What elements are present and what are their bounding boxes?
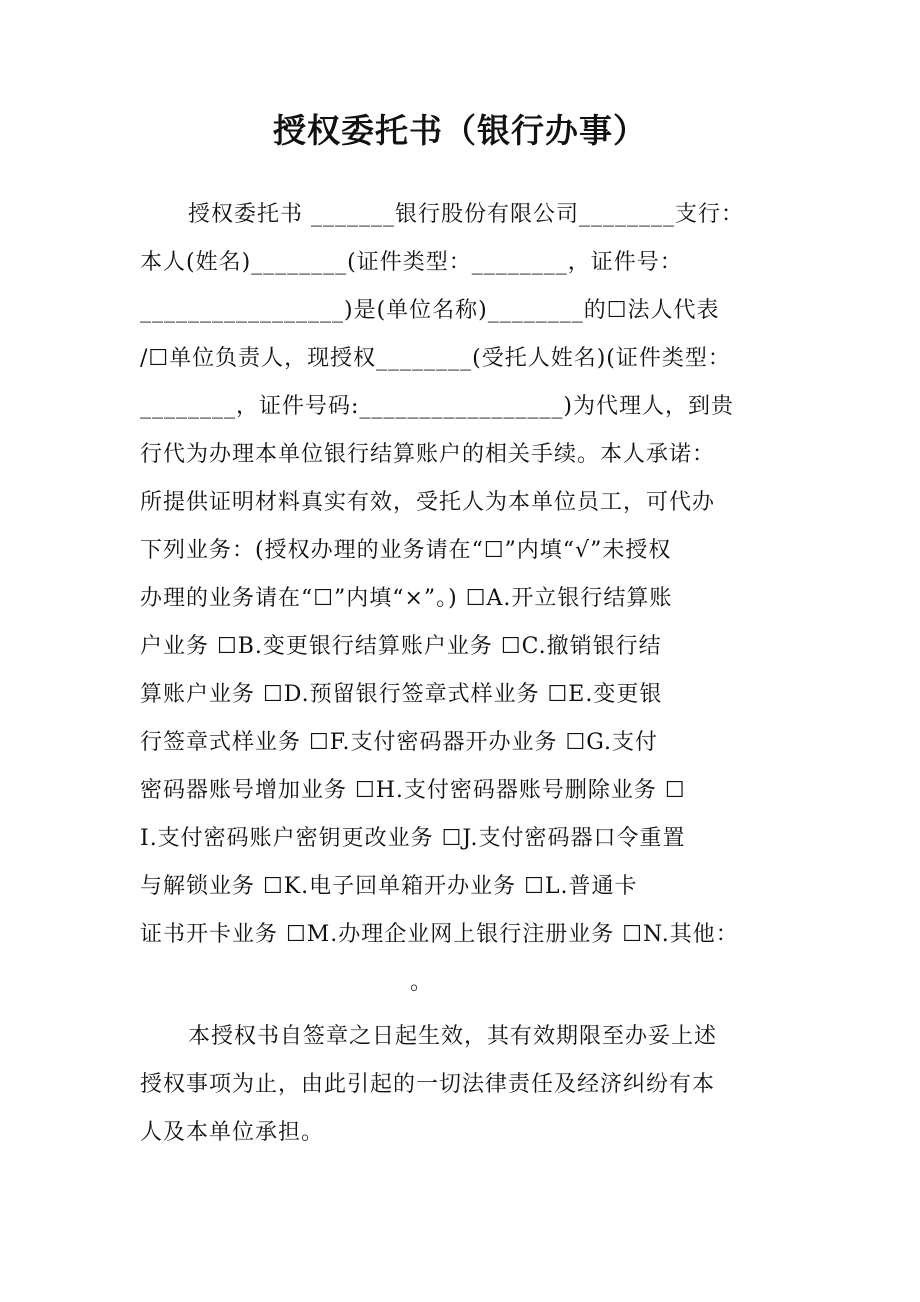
page-title: 授权委托书（银行办事）: [273, 111, 647, 150]
paragraph-line: I.支付密码账户密钥更改业务 ☐J.支付密码器口令重置: [140, 826, 686, 851]
paragraph-line: 下列业务：(授权办理的业务请在“☐”内填“√”未授权: [140, 538, 672, 563]
paragraph-line: _________________)是(单位名称)________的☐法人代表: [140, 298, 720, 323]
paragraph-line: 行签章式样业务 ☐F.支付密码器开办业务 ☐G.支付: [140, 730, 659, 755]
paragraph-line: 户业务 ☐B.变更银行结算账户业务 ☐C.撤销银行结: [140, 634, 662, 659]
paragraph-line: /☐单位负责人，现授权________(受托人姓名)(证件类型：: [140, 346, 731, 371]
paragraph-line: 人及本单位承担。: [140, 1120, 325, 1145]
paragraph-line: 本人(姓名)________(证件类型：________，证件号：: [140, 250, 683, 275]
paragraph-line: 授权委托书 _______银行股份有限公司________支行：: [188, 202, 744, 227]
paragraph-line: 与解锁业务 ☐K.电子回单箱开办业务 ☐L.普通卡: [140, 874, 638, 899]
paragraph-line: 所提供证明材料真实有效，受托人为本单位员工，可代办: [140, 490, 716, 515]
paragraph-line: 算账户业务 ☐D.预留银行签章式样业务 ☐E.变更银: [140, 682, 663, 707]
paragraph-end-mark: 。: [410, 970, 434, 995]
paragraph-line: 本授权书自签章之日起生效，其有效期限至办妥上述: [188, 1024, 718, 1049]
paragraph-line: 授权事项为止，由此引起的一切法律责任及经济纠纷有本: [140, 1072, 716, 1097]
paragraph-line: 行代为办理本单位银行结算账户的相关手续。本人承诺：: [140, 442, 716, 467]
paragraph-line: 证书开卡业务 ☐M.办理企业网上银行注册业务 ☐N.其他：: [140, 922, 739, 947]
paragraph-line: 办理的业务请在“☐”内填“×”。) ☐A.开立银行结算账: [140, 586, 673, 611]
paragraph-line: 密码器账号增加业务 ☐H.支付密码器账号删除业务 ☐: [140, 778, 686, 803]
paragraph-line: ________，证件号码:_________________)为代理人，到贵: [140, 394, 734, 419]
